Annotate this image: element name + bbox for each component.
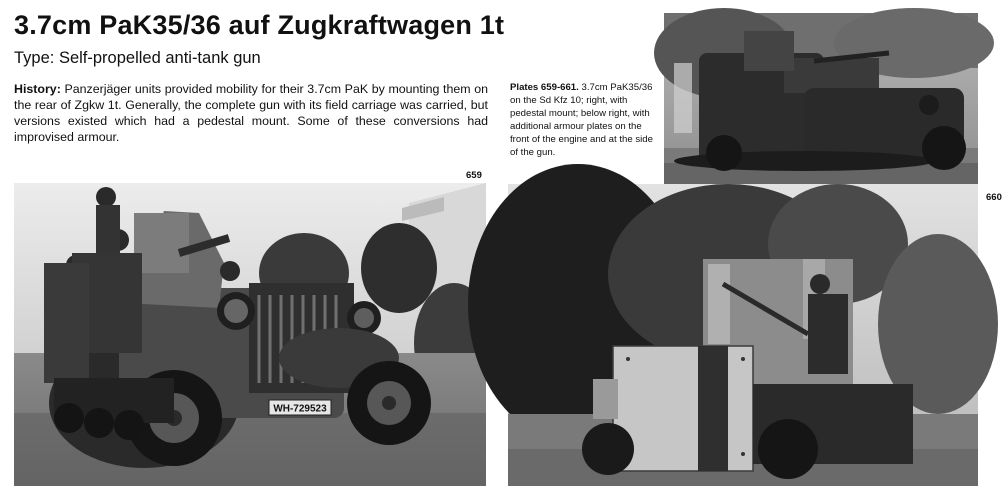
history-text: Panzerjäger units provided mobility for their 3.7cm PaK by mounting them on the rear of Zgkw 1t. Generally, the complete gun with its field carriage was carried, but versions existed which had a pedestal mount. Some of these conversions had improvised armour. — [14, 82, 488, 144]
plate-number-660: 660 — [986, 192, 1002, 203]
photo-plate-659 — [14, 183, 486, 486]
photo-plate-660-image — [664, 13, 978, 198]
photo-plate-660 — [664, 13, 978, 198]
vehicle-type: Type: Self-propelled anti-tank gun — [14, 49, 261, 67]
history-label: History: — [14, 82, 61, 96]
caption-label: Plates 659-661. — [510, 82, 579, 93]
caption-text: 3.7cm PaK35/36 on the Sd Kfz 10; right, with pedestal mount; below right, with additional armour plates on the front of the engine and at the side of the gun. — [510, 82, 653, 158]
license-plate: WH-729523 — [273, 403, 327, 415]
photo-plate-659-image — [14, 183, 486, 486]
photo-plate-661-image — [508, 184, 978, 486]
plates-caption — [510, 81, 655, 159]
photo-plate-661 — [508, 184, 978, 486]
history-paragraph — [14, 81, 488, 145]
page-title: 3.7cm PaK35/36 auf Zugkraftwagen 1t — [14, 10, 505, 40]
plate-number-659: 659 — [466, 170, 482, 181]
